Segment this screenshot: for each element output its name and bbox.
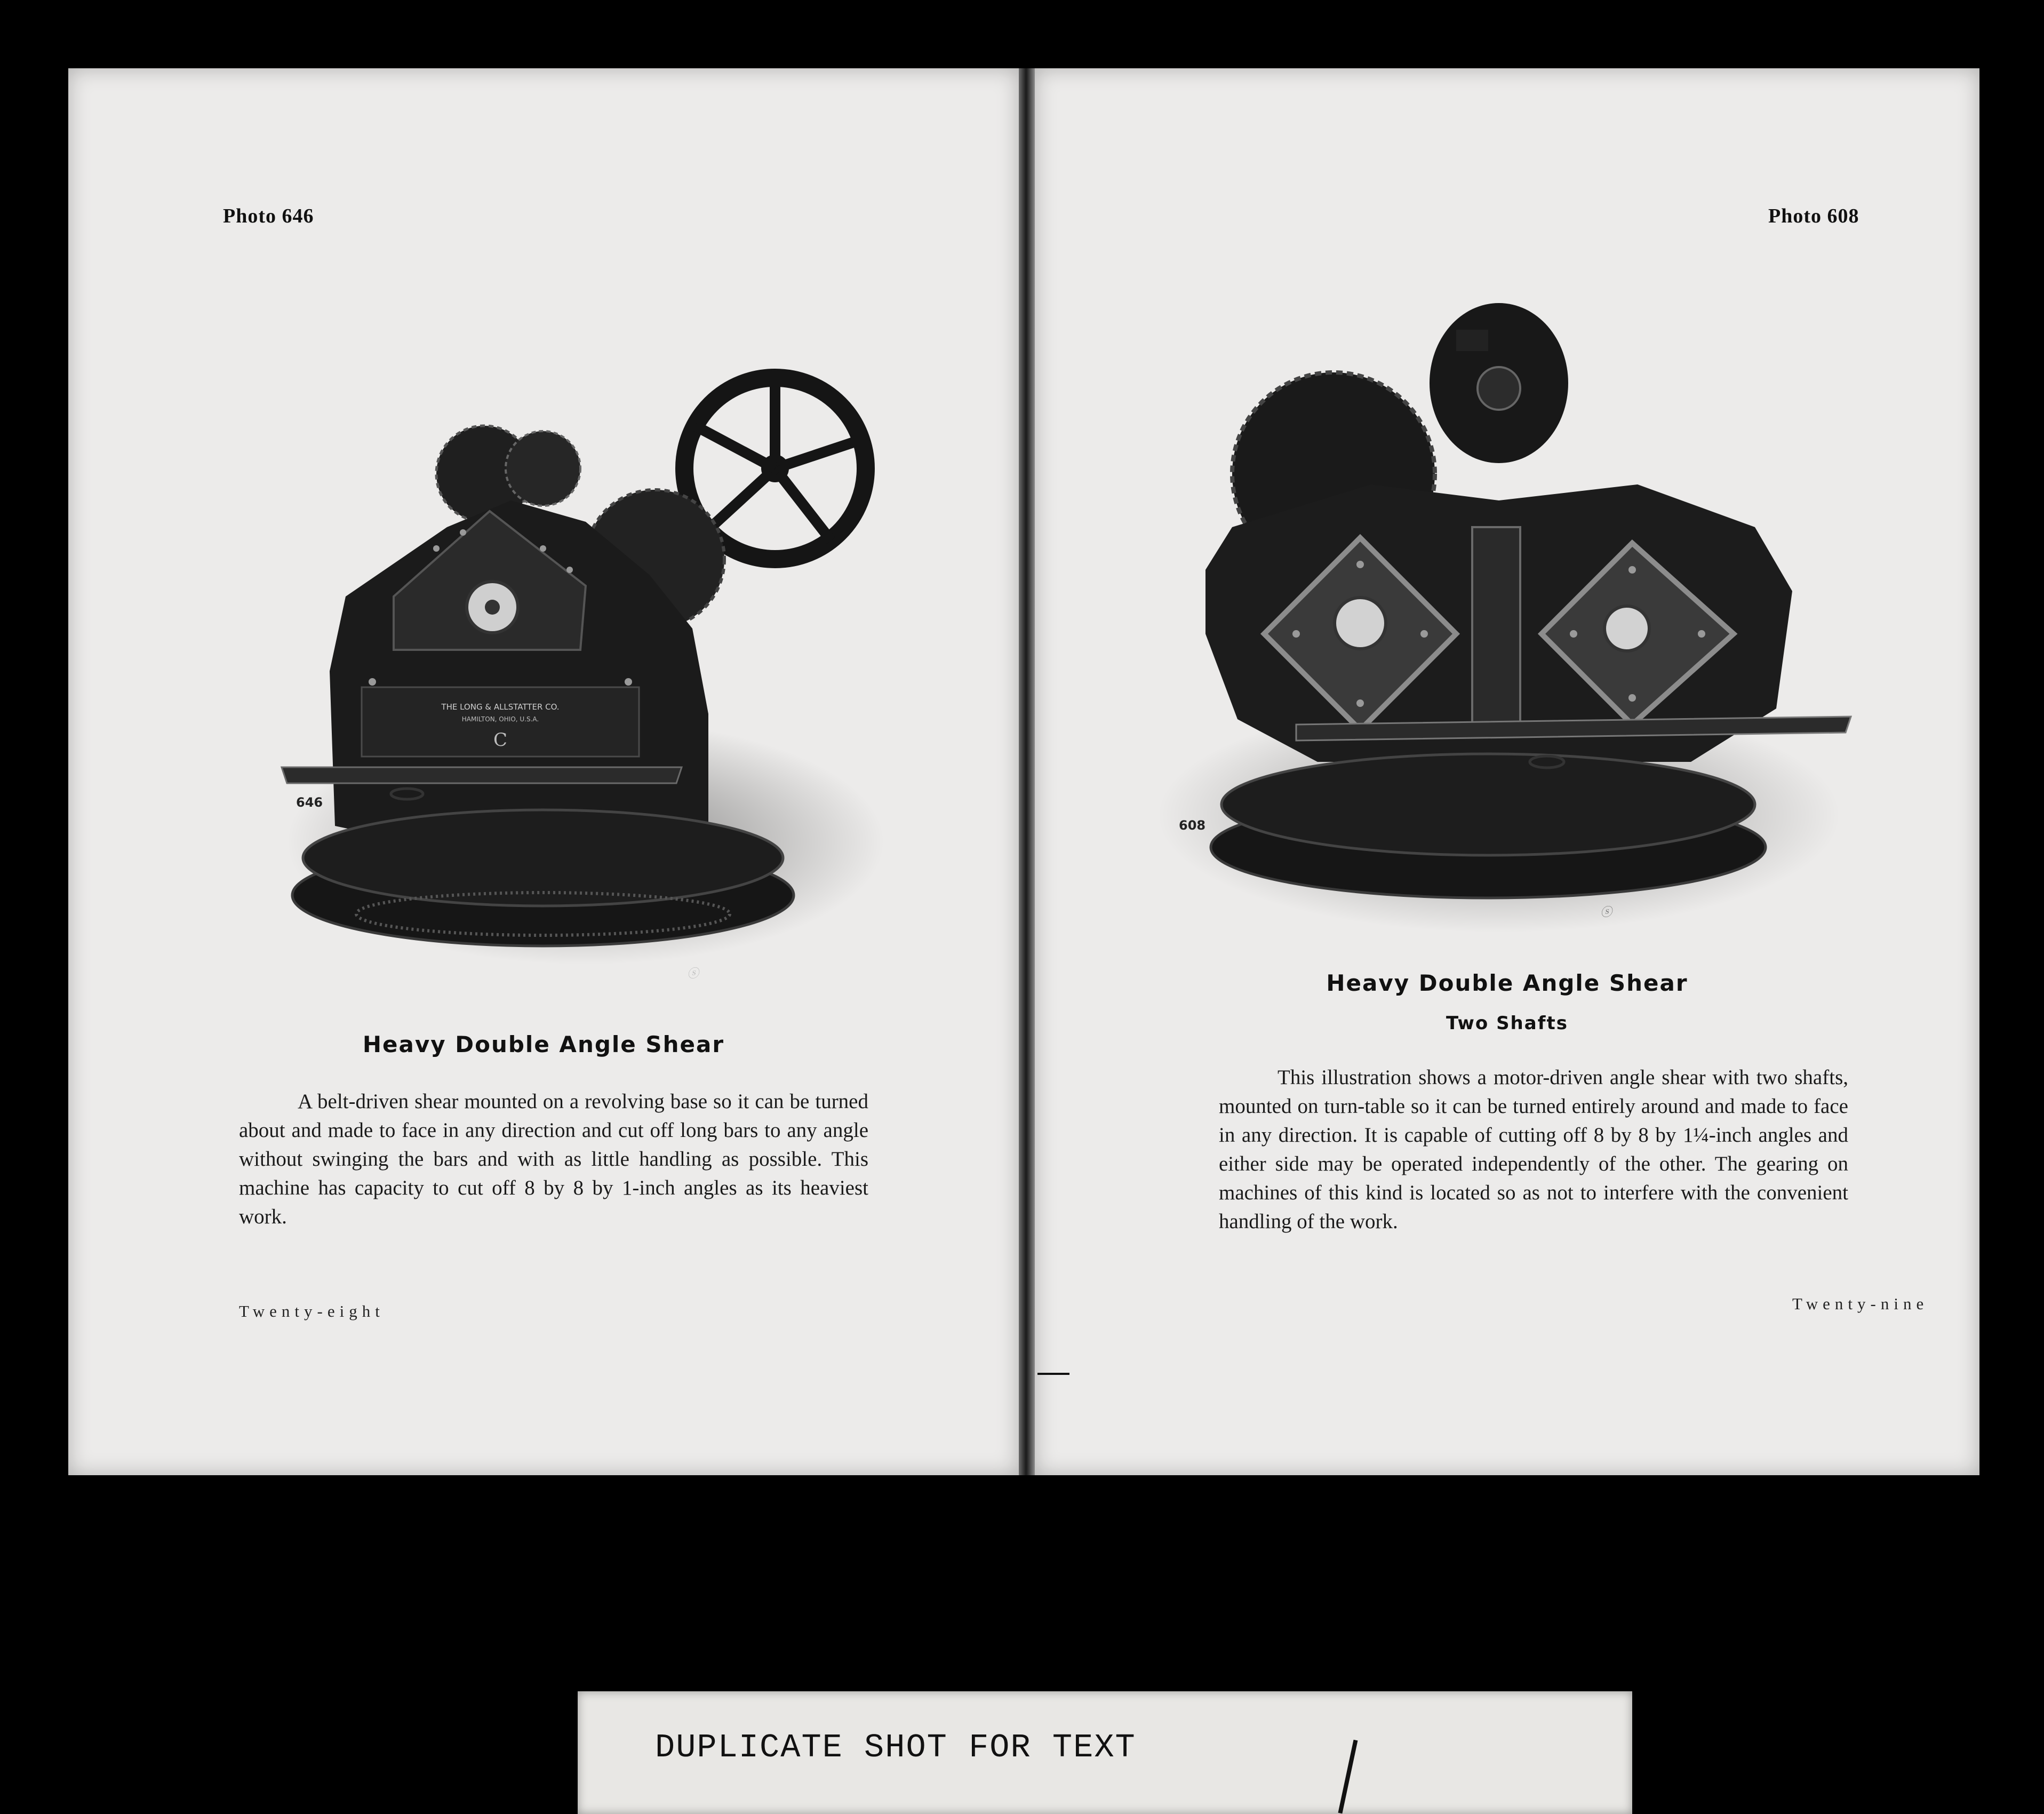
engraver-signature: ⓢ (686, 966, 700, 981)
left-page (68, 68, 1019, 1475)
engraver-signature-right: ⓢ (1599, 904, 1613, 920)
left-photo-label: Photo 646 (223, 205, 314, 227)
right-folio: Twenty-nine (1792, 1294, 1929, 1313)
slip-text: DUPLICATE SHOT FOR TEXT (655, 1729, 1136, 1767)
svg-text:C: C (493, 729, 508, 751)
right-paragraph-text: This illustration shows a motor-driven angle shear with two shafts, mounted on turn-table so it can be turned entirely around and made to face in any direction. It is capable of cutting off 8 by 8 by 1¼-inch angles and either side may be operated independently of the other. The gearing on machines of this kind is located so as not to interfere with the convenient handling of the work. (1219, 1066, 1848, 1233)
duplicate-slip (578, 1691, 1632, 1814)
nameplate-line-2: HAMILTON, OHIO, U.S.A. (461, 715, 539, 723)
left-paragraph-text: A belt-driven shear mounted on a revolving base so it can be turned about and made to face in any direction and cut off long bars to any angle without swinging the bars and with as little handling as possible. This machine has capacity to cut off 8 by 8 by 1-inch angles as its heaviest work. (239, 1090, 868, 1228)
left-folio: Twenty-eight (239, 1302, 385, 1320)
right-plate-number: 608 (1179, 818, 1206, 833)
left-machine-illustration (212, 298, 916, 1018)
right-machine-illustration (1157, 250, 1862, 986)
book-spread (68, 68, 1979, 1475)
right-page-subtitle: Two Shafts (1446, 1013, 1568, 1034)
left-plate-number: 646 (296, 795, 323, 810)
book-gutter (1019, 68, 1035, 1475)
nameplate-line-1: THE LONG & ALLSTATTER CO. (441, 702, 560, 712)
right-page (1035, 68, 1979, 1475)
slip-pen-mark (1338, 1740, 1358, 1814)
left-page-title: Heavy Double Angle Shear (362, 1031, 725, 1057)
right-photo-label: Photo 608 (1768, 205, 1859, 227)
right-page-title: Heavy Double Angle Shear (1326, 970, 1688, 996)
right-paragraph (1219, 1063, 1848, 1236)
left-paragraph (239, 1087, 868, 1231)
page-edge-mark (1037, 1373, 1069, 1375)
